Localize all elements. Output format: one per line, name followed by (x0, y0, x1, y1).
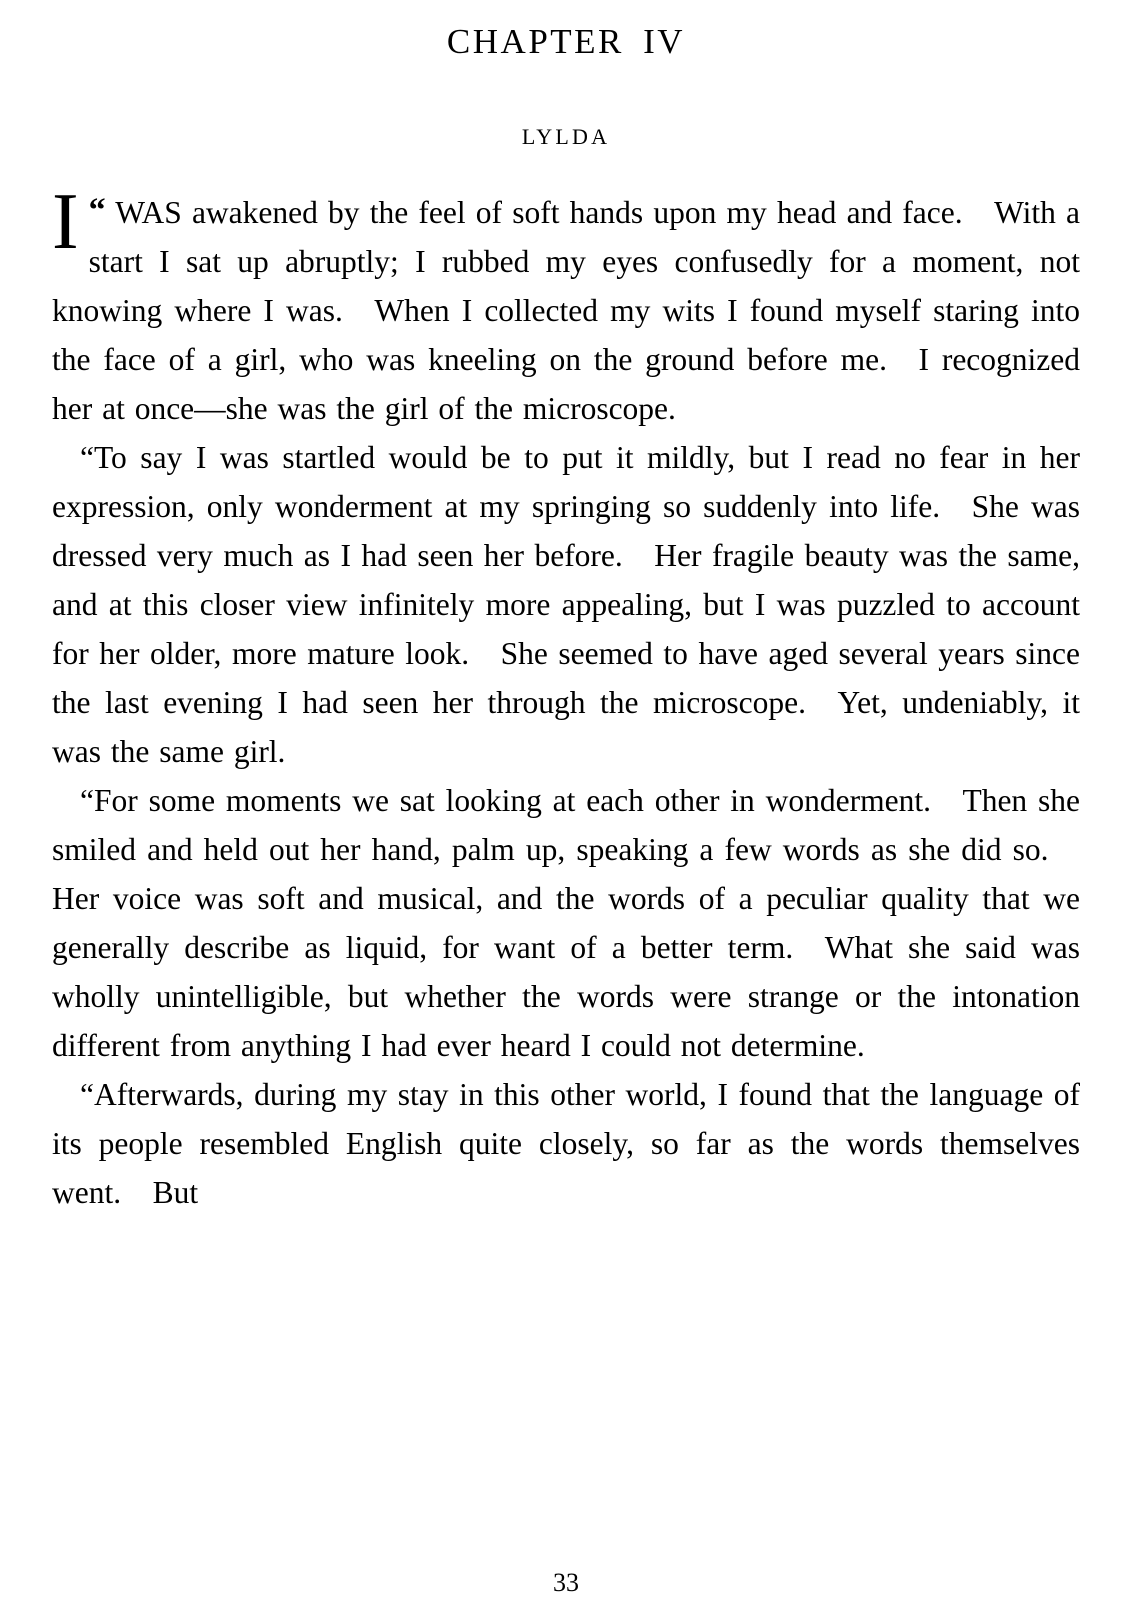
chapter-subtitle: LYLDA (521, 124, 611, 149)
paragraph (52, 178, 1080, 433)
paragraph (52, 433, 1080, 776)
paragraph-text: “Afterwards, during my stay in this other world, I found that the language of its people resembled English quite closely, so far as the words themselves went. But (52, 1077, 1080, 1210)
paragraph (52, 1070, 1080, 1217)
open-quote: “ (88, 192, 106, 229)
paragraph (52, 776, 1080, 1070)
paragraph-text: “To say I was startled would be to put it mildly, but I read no fear in her expression, only wonderment at my springing so suddenly into life. She was dressed very much as I had seen her before. Her fragile beauty was the same, and at this closer view infinitely more appealing, but I was puzzled to account for her older, more mature look. She seemed to have aged several years since the last evening I had seen her through the microscope. Yet, undeniably, it was the same girl. (52, 440, 1080, 769)
body-text (52, 178, 1080, 1217)
page-number: 33 (553, 1568, 579, 1597)
paragraph-text: “For some moments we sat looking at each other in wonderment. Then she smiled and held out her hand, palm up, speaking a few words as she did so. Her voice was soft and musical, and the words of a peculiar quality that we generally describe as liquid, for want of a better term. What she said was wholly unintelligible, but whether the words were strange or the intonation different from anything I had ever heard I could not determine. (52, 783, 1080, 1063)
drop-cap: I (52, 178, 79, 266)
paragraph-text: WAS awakened by the feel of soft hands upon my head and face. With a start I sat up abruptly; I rubbed my eyes confusedly for a moment, not knowing where I was. When I collected my wits I found myself staring into the face of a girl, who was kneeling on the ground before me. I recognized her at once—she was the girl of the microscope. (52, 195, 1080, 426)
chapter-heading: CHAPTER IV (446, 22, 686, 61)
